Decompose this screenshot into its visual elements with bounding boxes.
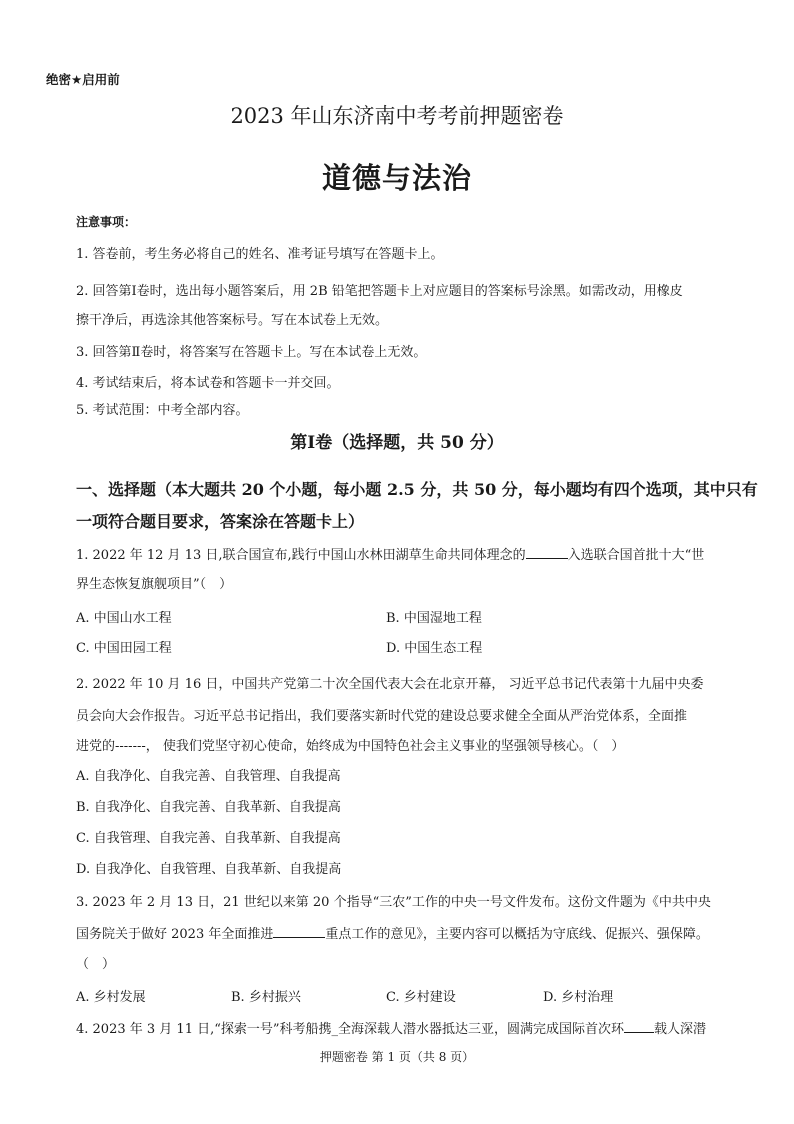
notice-item-continuation: 擦干净后，再选涂其他答案标号。写在本试卷上无效。: [76, 313, 389, 328]
question-1-stem-continuation: 界生态恢复旗舰项目”（ ）: [76, 577, 233, 592]
question-1-option-b: B. 中国湿地工程: [386, 611, 482, 626]
answer-blank: [526, 546, 568, 559]
question-2-stem-continuation: 员会向大会作报告。习近平总书记指出，我们要落实新时代党的建设总要求健全全面从严治党体系，全面推: [76, 709, 688, 724]
answer-blank: [273, 925, 325, 938]
question-2-option-b: B. 自我净化、自我完善、自我革新、自我提高: [76, 800, 341, 815]
question-3-option-c: C. 乡村建设: [386, 990, 456, 1005]
question-1-option-d: D. 中国生态工程: [386, 641, 483, 656]
question-3-text-part2: 重点工作的意见》，主要内容可以概括为守底线、促振兴、强保障。: [325, 927, 709, 942]
question-4-text-part2: 载人深潜: [654, 1022, 707, 1037]
answer-blank: [624, 1020, 654, 1033]
question-4-text-part1: 4. 2023 年 3 月 11 日,“探索一号”科考船携_全海深载人潜水器抵达三亚，圆满完成国际首次环: [76, 1022, 625, 1037]
notice-item: 3. 回答第Ⅱ卷时，将答案写在答题卡上。写在本试卷上无效。: [76, 345, 427, 360]
confidential-label: 绝密★启用前: [46, 72, 120, 87]
question-4-stem: [76, 1018, 706, 1037]
question-2-stem-continuation: 进党的-------， 使我们党坚守初心使命，始终成为中国特色社会主义事业的坚强领导核心。（ ）: [76, 739, 625, 754]
exam-title: 2023 年山东济南中考考前押题密卷: [230, 104, 564, 128]
question-3-option-d: D. 乡村治理: [543, 990, 614, 1005]
section-instruction: 一、选择题（本大题共 20 个小题，每小题 2.5 分，共 50 分，每小题均有四个选项，其中只有: [76, 480, 758, 499]
section-instruction-continuation: 一项符合题目要求，答案涂在答题卡上）: [76, 512, 365, 531]
question-2-stem: 2. 2022 年 10 月 16 日，中国共产党第二十次全国代表大会在北京开幕， 习近平总书记代表第十九届中央委: [76, 677, 704, 692]
subject-title: 道德与法治: [321, 161, 472, 195]
notice-item: 1. 答卷前，考生务必将自己的姓名、准考证号填写在答题卡上。: [76, 247, 444, 262]
question-1-text-part1: 1. 2022 年 12 月 13 日,联合国宣布,践行中国山水林田湖草生命共同体理念的: [76, 548, 526, 563]
question-2-option-d: D. 自我净化、自我管理、自我革新、自我提高: [76, 862, 342, 877]
question-1-text-part2: 入选联合国首批十大“世: [567, 548, 705, 563]
question-3-stem-continuation: [76, 923, 709, 942]
notice-item: 2. 回答第Ⅰ卷时，选出每小题答案后，用 2B 铅笔把答题卡上对应题目的答案标号涂黑。如需改动，用橡皮: [76, 284, 683, 299]
question-3-option-b: B. 乡村振兴: [231, 990, 301, 1005]
notice-heading: 注意事项：: [76, 215, 137, 229]
question-2-option-a: A. 自我净化、自我完善、自我管理、自我提高: [76, 769, 341, 784]
question-1-option-a: A. 中国山水工程: [76, 611, 172, 626]
question-1-option-c: C. 中国田园工程: [76, 641, 172, 656]
question-3-option-a: A. 乡村发展: [76, 990, 146, 1005]
page-footer: 押题密卷 第 1 页（共 8 页）: [319, 1050, 475, 1064]
question-3-stem: 3. 2023 年 2 月 13 日，21 世纪以来第 20 个指导“三农”工作的中央一号文件发布。这份文件题为《中共中央: [76, 895, 711, 910]
question-2-option-c: C. 自我管理、自我完善、自我革新、自我提高: [76, 831, 341, 846]
notice-item: 4. 考试结束后，将本试卷和答题卡一并交回。: [76, 376, 340, 391]
notice-item: 5. 考试范围：中考全部内容。: [76, 403, 249, 418]
question-3-text-part1: 国务院关于做好 2023 年全面推进: [76, 927, 274, 942]
question-3-answer-paren: （ ）: [76, 957, 116, 972]
section-title: 第Ⅰ卷（选择题，共 50 分）: [290, 433, 504, 453]
question-1-stem: [76, 544, 704, 563]
